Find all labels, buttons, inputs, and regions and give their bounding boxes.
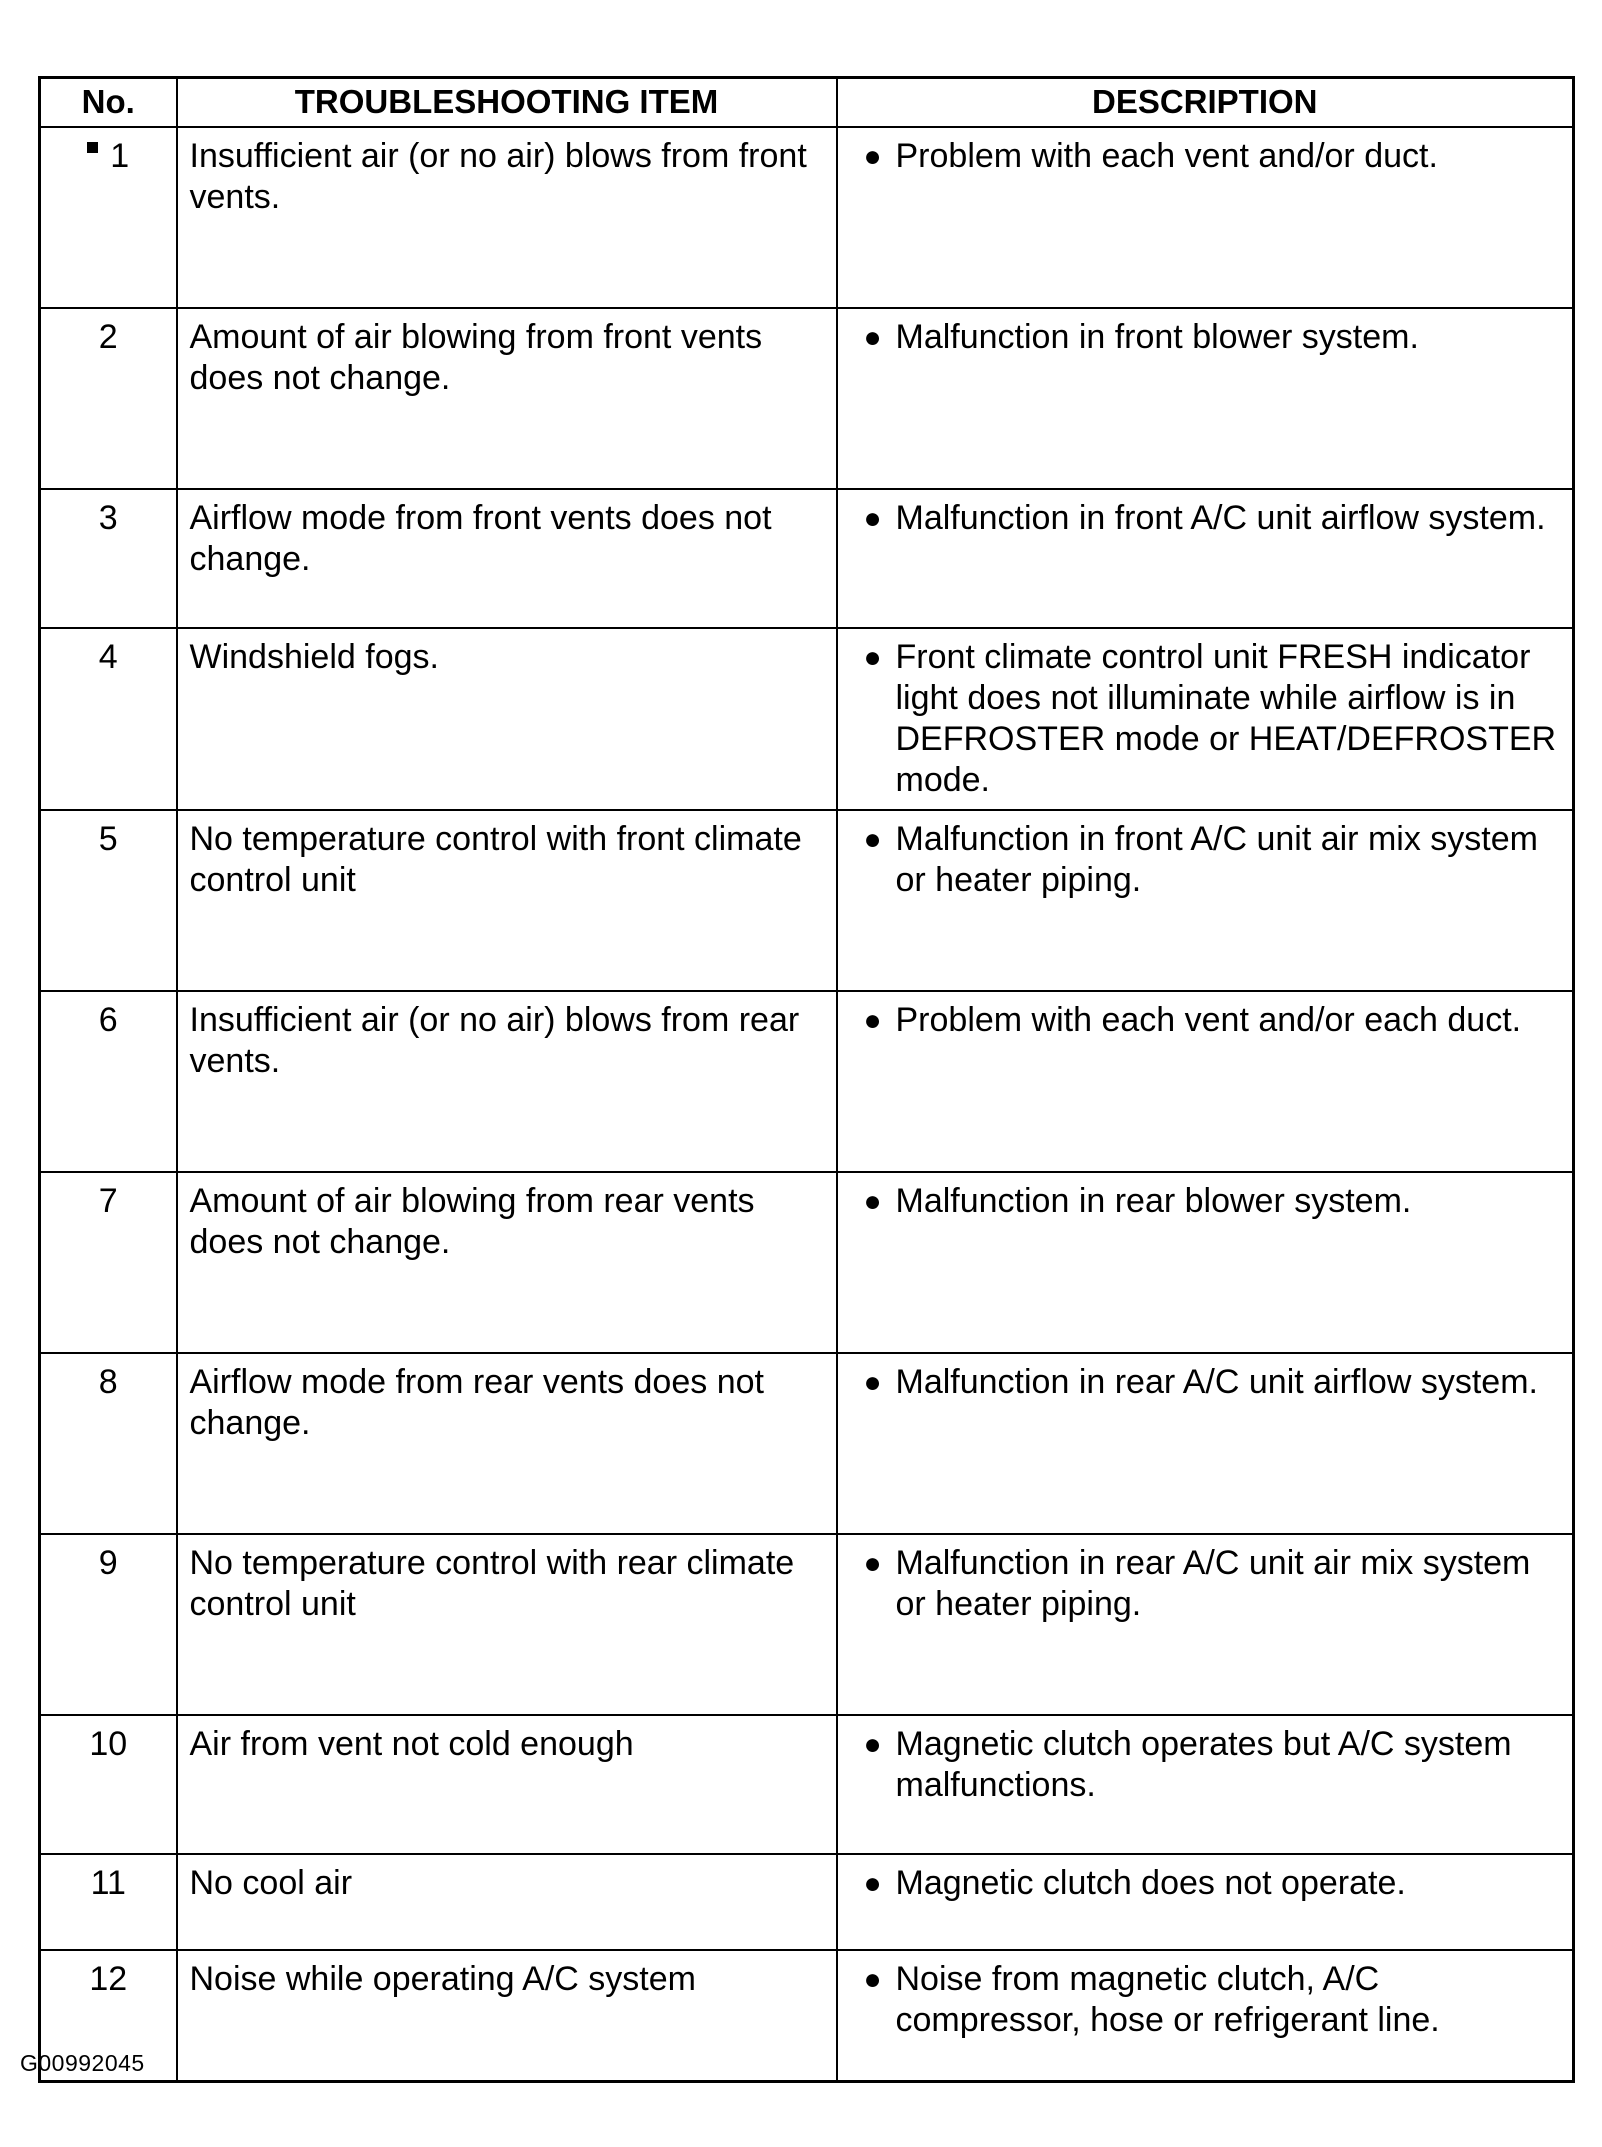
table-row bbox=[40, 308, 1574, 489]
description-text: Magnetic clutch does not operate. bbox=[895, 1864, 1406, 1902]
troubleshooting-item-cell: Airflow mode from front vents does not change. bbox=[177, 489, 837, 628]
description-cell bbox=[837, 1172, 1574, 1353]
description-cell bbox=[837, 810, 1574, 991]
description-cell bbox=[837, 628, 1574, 810]
column-header-description: DESCRIPTION bbox=[837, 78, 1574, 128]
troubleshooting-item-cell: Insufficient air (or no air) blows from front vents. bbox=[177, 127, 837, 308]
row-number: 10 bbox=[40, 1715, 177, 1854]
table-row bbox=[40, 628, 1574, 810]
troubleshooting-item-cell: Airflow mode from rear vents does not change. bbox=[177, 1353, 837, 1534]
description-text: Magnetic clutch operates but A/C system malfunctions. bbox=[895, 1725, 1512, 1804]
row-marker-icon bbox=[87, 142, 98, 153]
troubleshooting-table bbox=[38, 76, 1575, 2083]
description-text: Problem with each vent and/or duct. bbox=[895, 137, 1438, 175]
row-number: 5 bbox=[40, 810, 177, 991]
bullet-icon: ● bbox=[863, 1728, 882, 1761]
troubleshooting-item-cell: Amount of air blowing from rear vents does not change. bbox=[177, 1172, 837, 1353]
bullet-icon: ● bbox=[863, 1185, 882, 1218]
table-row bbox=[40, 127, 1574, 308]
table-row bbox=[40, 489, 1574, 628]
column-header-troubleshooting-item: TROUBLESHOOTING ITEM bbox=[177, 78, 837, 128]
description-text: Noise from magnetic clutch, A/C compressor, hose or refrigerant line. bbox=[895, 1960, 1440, 2039]
row-number: 2 bbox=[40, 308, 177, 489]
description-text: Malfunction in rear A/C unit airflow system. bbox=[895, 1363, 1538, 1401]
description-cell bbox=[837, 1854, 1574, 1950]
row-number: 9 bbox=[40, 1534, 177, 1715]
troubleshooting-item-cell: No cool air bbox=[177, 1854, 837, 1950]
description-text: Malfunction in rear blower system. bbox=[895, 1182, 1412, 1220]
table-row bbox=[40, 1854, 1574, 1950]
row-number: 12 bbox=[40, 1950, 177, 2081]
description-cell bbox=[837, 1353, 1574, 1534]
troubleshooting-item-cell: No temperature control with rear climate control unit bbox=[177, 1534, 837, 1715]
bullet-icon: ● bbox=[863, 1366, 882, 1399]
table-row bbox=[40, 1172, 1574, 1353]
bullet-icon: ● bbox=[863, 1547, 882, 1580]
table-row bbox=[40, 1950, 1574, 2081]
description-cell bbox=[837, 127, 1574, 308]
description-cell bbox=[837, 1950, 1574, 2081]
troubleshooting-item-cell: Amount of air blowing from front vents does not change. bbox=[177, 308, 837, 489]
description-cell bbox=[837, 1534, 1574, 1715]
description-text: Malfunction in front A/C unit air mix system or heater piping. bbox=[895, 820, 1538, 899]
row-number: 7 bbox=[40, 1172, 177, 1353]
troubleshooting-item-cell: Insufficient air (or no air) blows from rear vents. bbox=[177, 991, 837, 1172]
row-number-cell bbox=[40, 127, 177, 308]
bullet-icon: ● bbox=[863, 1867, 882, 1900]
row-number: 4 bbox=[40, 628, 177, 810]
bullet-icon: ● bbox=[863, 641, 882, 674]
bullet-icon: ● bbox=[863, 823, 882, 856]
description-text: Front climate control unit FRESH indicator light does not illuminate while airflow is in DEFROSTER mode or HEAT/DEFROSTER mode. bbox=[895, 638, 1557, 799]
row-number: 3 bbox=[40, 489, 177, 628]
description-text: Malfunction in front blower system. bbox=[895, 318, 1419, 356]
row-number: 11 bbox=[40, 1854, 177, 1950]
row-number: 1 bbox=[110, 137, 130, 175]
table-row bbox=[40, 991, 1574, 1172]
description-text: Malfunction in rear A/C unit air mix system or heater piping. bbox=[895, 1544, 1531, 1623]
description-text: Malfunction in front A/C unit airflow system. bbox=[895, 499, 1546, 537]
description-text: Problem with each vent and/or each duct. bbox=[895, 1001, 1522, 1039]
table-header-row bbox=[40, 78, 1574, 128]
description-cell bbox=[837, 308, 1574, 489]
row-number: 8 bbox=[40, 1353, 177, 1534]
troubleshooting-item-cell: No temperature control with front climate control unit bbox=[177, 810, 837, 991]
table-row bbox=[40, 1353, 1574, 1534]
table-row bbox=[40, 1534, 1574, 1715]
bullet-icon: ● bbox=[863, 140, 882, 173]
bullet-icon: ● bbox=[863, 321, 882, 354]
troubleshooting-item-cell: Air from vent not cold enough bbox=[177, 1715, 837, 1854]
column-header-no: No. bbox=[40, 78, 177, 128]
description-cell bbox=[837, 991, 1574, 1172]
troubleshooting-item-cell: Noise while operating A/C system bbox=[177, 1950, 837, 2081]
description-cell bbox=[837, 489, 1574, 628]
row-number: 6 bbox=[40, 991, 177, 1172]
bullet-icon: ● bbox=[863, 1004, 882, 1037]
description-cell bbox=[837, 1715, 1574, 1854]
bullet-icon: ● bbox=[863, 1963, 882, 1996]
troubleshooting-item-cell: Windshield fogs. bbox=[177, 628, 837, 810]
bullet-icon: ● bbox=[863, 502, 882, 535]
figure-code: G00992045 bbox=[20, 2050, 145, 2076]
table-row bbox=[40, 810, 1574, 991]
table-row bbox=[40, 1715, 1574, 1854]
